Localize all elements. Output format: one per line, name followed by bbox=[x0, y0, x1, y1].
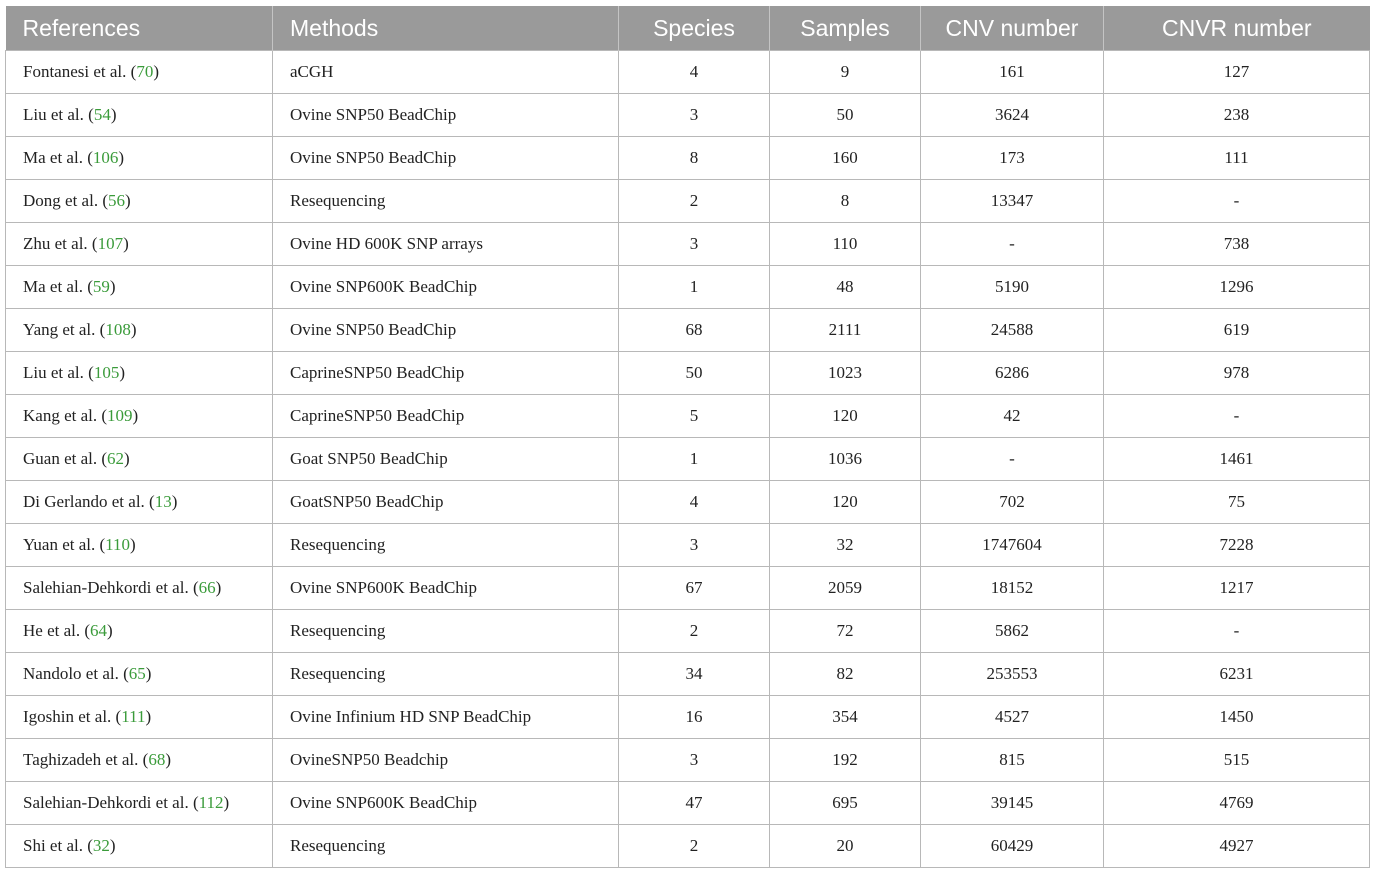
species-cell: 3 bbox=[619, 223, 770, 266]
method-cell: Ovine Infinium HD SNP BeadChip bbox=[273, 696, 619, 739]
method-cell: Ovine SNP50 BeadChip bbox=[273, 137, 619, 180]
cnv-number-cell: 39145 bbox=[921, 782, 1104, 825]
cnv-number-cell: - bbox=[921, 223, 1104, 266]
header-row bbox=[6, 6, 1370, 51]
reference-cell: Fontanesi et al. (70) bbox=[6, 51, 273, 94]
method-cell: Ovine SNP600K BeadChip bbox=[273, 567, 619, 610]
author-text: Guan et al. bbox=[23, 449, 98, 468]
samples-cell: 354 bbox=[770, 696, 921, 739]
cnv-number-cell: 24588 bbox=[921, 309, 1104, 352]
table-row bbox=[6, 352, 1370, 395]
species-cell: 50 bbox=[619, 352, 770, 395]
samples-cell: 120 bbox=[770, 481, 921, 524]
reference-cell: Shi et al. (32) bbox=[6, 825, 273, 868]
species-cell: 34 bbox=[619, 653, 770, 696]
samples-cell: 192 bbox=[770, 739, 921, 782]
method-cell: Ovine SNP50 BeadChip bbox=[273, 94, 619, 137]
cnvr-number-cell: 6231 bbox=[1104, 653, 1370, 696]
table-row bbox=[6, 438, 1370, 481]
species-cell: 47 bbox=[619, 782, 770, 825]
reference-cell: Salehian-Dehkordi et al. (66) bbox=[6, 567, 273, 610]
species-cell: 2 bbox=[619, 610, 770, 653]
reference-cell: He et al. (64) bbox=[6, 610, 273, 653]
reference-cell: Liu et al. (54) bbox=[6, 94, 273, 137]
reference-cell: Taghizadeh et al. (68) bbox=[6, 739, 273, 782]
species-cell: 3 bbox=[619, 739, 770, 782]
citation-link[interactable]: 108 bbox=[105, 320, 131, 339]
species-cell: 2 bbox=[619, 825, 770, 868]
cnvr-number-cell: 1217 bbox=[1104, 567, 1370, 610]
species-cell: 1 bbox=[619, 266, 770, 309]
author-text: Kang et al. bbox=[23, 406, 98, 425]
samples-cell: 20 bbox=[770, 825, 921, 868]
author-text: Ma et al. bbox=[23, 148, 83, 167]
author-text: Nandolo et al. bbox=[23, 664, 119, 683]
table-row bbox=[6, 524, 1370, 567]
author-text: Taghizadeh et al. bbox=[23, 750, 139, 769]
table-row bbox=[6, 223, 1370, 266]
reference-cell: Yuan et al. (110) bbox=[6, 524, 273, 567]
species-cell: 8 bbox=[619, 137, 770, 180]
citation-link[interactable]: 112 bbox=[198, 793, 224, 812]
cnvr-number-cell: 619 bbox=[1104, 309, 1370, 352]
author-text: Ma et al. bbox=[23, 277, 83, 296]
samples-cell: 2111 bbox=[770, 309, 921, 352]
author-text: Salehian-Dehkordi et al. bbox=[23, 793, 189, 812]
citation-link[interactable]: 66 bbox=[198, 578, 216, 597]
method-cell: GoatSNP50 BeadChip bbox=[273, 481, 619, 524]
method-cell: Goat SNP50 BeadChip bbox=[273, 438, 619, 481]
reference-cell: Ma et al. (106) bbox=[6, 137, 273, 180]
cnvr-number-cell: - bbox=[1104, 180, 1370, 223]
table-row bbox=[6, 782, 1370, 825]
cnv-number-cell: 18152 bbox=[921, 567, 1104, 610]
cnv-number-cell: 13347 bbox=[921, 180, 1104, 223]
samples-cell: 120 bbox=[770, 395, 921, 438]
cnvr-number-cell: 1450 bbox=[1104, 696, 1370, 739]
table-row bbox=[6, 137, 1370, 180]
cnv-number-cell: 60429 bbox=[921, 825, 1104, 868]
cnv-number-cell: 6286 bbox=[921, 352, 1104, 395]
samples-cell: 32 bbox=[770, 524, 921, 567]
cnvr-number-cell: 4769 bbox=[1104, 782, 1370, 825]
cnvr-number-cell: 4927 bbox=[1104, 825, 1370, 868]
species-cell: 68 bbox=[619, 309, 770, 352]
cnv-number-cell: 5862 bbox=[921, 610, 1104, 653]
cnvr-number-cell: - bbox=[1104, 395, 1370, 438]
header-references: References bbox=[6, 6, 273, 51]
samples-cell: 110 bbox=[770, 223, 921, 266]
cnvr-number-cell: 75 bbox=[1104, 481, 1370, 524]
samples-cell: 1023 bbox=[770, 352, 921, 395]
citation-link[interactable]: 110 bbox=[105, 535, 131, 554]
cnv-number-cell: 3624 bbox=[921, 94, 1104, 137]
reference-cell: Salehian-Dehkordi et al. (112) bbox=[6, 782, 273, 825]
species-cell: 2 bbox=[619, 180, 770, 223]
samples-cell: 2059 bbox=[770, 567, 921, 610]
species-cell: 16 bbox=[619, 696, 770, 739]
reference-cell: Dong et al. (56) bbox=[6, 180, 273, 223]
cnvr-number-cell: 1296 bbox=[1104, 266, 1370, 309]
author-text: Zhu et al. bbox=[23, 234, 88, 253]
author-text: Salehian-Dehkordi et al. bbox=[23, 578, 189, 597]
citation-link[interactable]: 13 bbox=[154, 492, 172, 511]
header-cnvr-number: CNVR number bbox=[1104, 6, 1370, 51]
author-text: Yuan et al. bbox=[23, 535, 96, 554]
method-cell: Resequencing bbox=[273, 610, 619, 653]
author-text: Dong et al. bbox=[23, 191, 99, 210]
method-cell: Resequencing bbox=[273, 524, 619, 567]
cnvr-number-cell: 978 bbox=[1104, 352, 1370, 395]
reference-cell: Guan et al. (62) bbox=[6, 438, 273, 481]
method-cell: OvineSNP50 Beadchip bbox=[273, 739, 619, 782]
table-row bbox=[6, 739, 1370, 782]
cnvr-number-cell: 1461 bbox=[1104, 438, 1370, 481]
cnv-number-cell: 815 bbox=[921, 739, 1104, 782]
citation-link[interactable]: 54 bbox=[93, 105, 111, 124]
table-row bbox=[6, 309, 1370, 352]
citation-link[interactable]: 70 bbox=[136, 62, 154, 81]
table-row bbox=[6, 567, 1370, 610]
header-methods: Methods bbox=[273, 6, 619, 51]
citation-link[interactable]: 59 bbox=[92, 277, 110, 296]
samples-cell: 695 bbox=[770, 782, 921, 825]
cnv-number-cell: - bbox=[921, 438, 1104, 481]
header-samples: Samples bbox=[770, 6, 921, 51]
cnvr-number-cell: 7228 bbox=[1104, 524, 1370, 567]
reference-cell: Kang et al. (109) bbox=[6, 395, 273, 438]
reference-cell: Zhu et al. (107) bbox=[6, 223, 273, 266]
citation-link[interactable]: 68 bbox=[148, 750, 166, 769]
reference-cell: Liu et al. (105) bbox=[6, 352, 273, 395]
table-row bbox=[6, 481, 1370, 524]
method-cell: aCGH bbox=[273, 51, 619, 94]
author-text: Igoshin et al. bbox=[23, 707, 112, 726]
method-cell: Resequencing bbox=[273, 180, 619, 223]
author-text: Fontanesi et al. bbox=[23, 62, 127, 81]
table-row bbox=[6, 266, 1370, 309]
samples-cell: 82 bbox=[770, 653, 921, 696]
samples-cell: 1036 bbox=[770, 438, 921, 481]
author-text: Shi et al. bbox=[23, 836, 83, 855]
table-row bbox=[6, 610, 1370, 653]
method-cell: Resequencing bbox=[273, 825, 619, 868]
samples-cell: 9 bbox=[770, 51, 921, 94]
method-cell: CaprineSNP50 BeadChip bbox=[273, 395, 619, 438]
cnv-number-cell: 702 bbox=[921, 481, 1104, 524]
author-text: Yang et al. bbox=[23, 320, 96, 339]
method-cell: Ovine SNP50 BeadChip bbox=[273, 309, 619, 352]
method-cell: Ovine SNP600K BeadChip bbox=[273, 266, 619, 309]
citation-link[interactable]: 32 bbox=[92, 836, 110, 855]
table-row bbox=[6, 395, 1370, 438]
cnv-number-cell: 5190 bbox=[921, 266, 1104, 309]
samples-cell: 160 bbox=[770, 137, 921, 180]
cnvr-number-cell: 127 bbox=[1104, 51, 1370, 94]
header-species: Species bbox=[619, 6, 770, 51]
cnvr-number-cell: - bbox=[1104, 610, 1370, 653]
table-row bbox=[6, 825, 1370, 868]
citation-link[interactable]: 106 bbox=[92, 148, 119, 167]
header-cnv-number: CNV number bbox=[921, 6, 1104, 51]
table-row bbox=[6, 696, 1370, 739]
table-row bbox=[6, 94, 1370, 137]
reference-cell: Yang et al. (108) bbox=[6, 309, 273, 352]
citation-link[interactable]: 111 bbox=[121, 707, 146, 726]
cnvr-number-cell: 238 bbox=[1104, 94, 1370, 137]
citation-link[interactable]: 107 bbox=[97, 234, 124, 253]
citation-link[interactable]: 65 bbox=[128, 664, 146, 683]
table-body bbox=[6, 51, 1370, 868]
species-cell: 4 bbox=[619, 481, 770, 524]
citation-link[interactable]: 109 bbox=[107, 406, 133, 425]
table-row bbox=[6, 180, 1370, 223]
reference-cell: Nandolo et al. (65) bbox=[6, 653, 273, 696]
reference-cell: Di Gerlando et al. (13) bbox=[6, 481, 273, 524]
method-cell: CaprineSNP50 BeadChip bbox=[273, 352, 619, 395]
cnv-number-cell: 161 bbox=[921, 51, 1104, 94]
citation-link[interactable]: 105 bbox=[93, 363, 120, 382]
species-cell: 3 bbox=[619, 94, 770, 137]
citation-link[interactable]: 62 bbox=[107, 449, 125, 468]
method-cell: Ovine HD 600K SNP arrays bbox=[273, 223, 619, 266]
author-text: Liu et al. bbox=[23, 363, 84, 382]
samples-cell: 8 bbox=[770, 180, 921, 223]
author-text: Di Gerlando et al. bbox=[23, 492, 145, 511]
cnv-number-cell: 42 bbox=[921, 395, 1104, 438]
cnv-studies-table bbox=[5, 6, 1370, 868]
cnv-number-cell: 253553 bbox=[921, 653, 1104, 696]
samples-cell: 50 bbox=[770, 94, 921, 137]
author-text: Liu et al. bbox=[23, 105, 84, 124]
species-cell: 1 bbox=[619, 438, 770, 481]
cnv-number-cell: 173 bbox=[921, 137, 1104, 180]
reference-cell: Igoshin et al. (111) bbox=[6, 696, 273, 739]
citation-link[interactable]: 56 bbox=[108, 191, 125, 210]
samples-cell: 48 bbox=[770, 266, 921, 309]
table-row bbox=[6, 653, 1370, 696]
method-cell: Resequencing bbox=[273, 653, 619, 696]
species-cell: 5 bbox=[619, 395, 770, 438]
cnv-number-cell: 1747604 bbox=[921, 524, 1104, 567]
species-cell: 4 bbox=[619, 51, 770, 94]
cnvr-number-cell: 515 bbox=[1104, 739, 1370, 782]
cnvr-number-cell: 738 bbox=[1104, 223, 1370, 266]
author-text: He et al. bbox=[23, 621, 81, 640]
cnv-number-cell: 4527 bbox=[921, 696, 1104, 739]
table-row bbox=[6, 51, 1370, 94]
samples-cell: 72 bbox=[770, 610, 921, 653]
method-cell: Ovine SNP600K BeadChip bbox=[273, 782, 619, 825]
reference-cell: Ma et al. (59) bbox=[6, 266, 273, 309]
species-cell: 67 bbox=[619, 567, 770, 610]
species-cell: 3 bbox=[619, 524, 770, 567]
cnvr-number-cell: 111 bbox=[1104, 137, 1370, 180]
citation-link[interactable]: 64 bbox=[90, 621, 108, 640]
